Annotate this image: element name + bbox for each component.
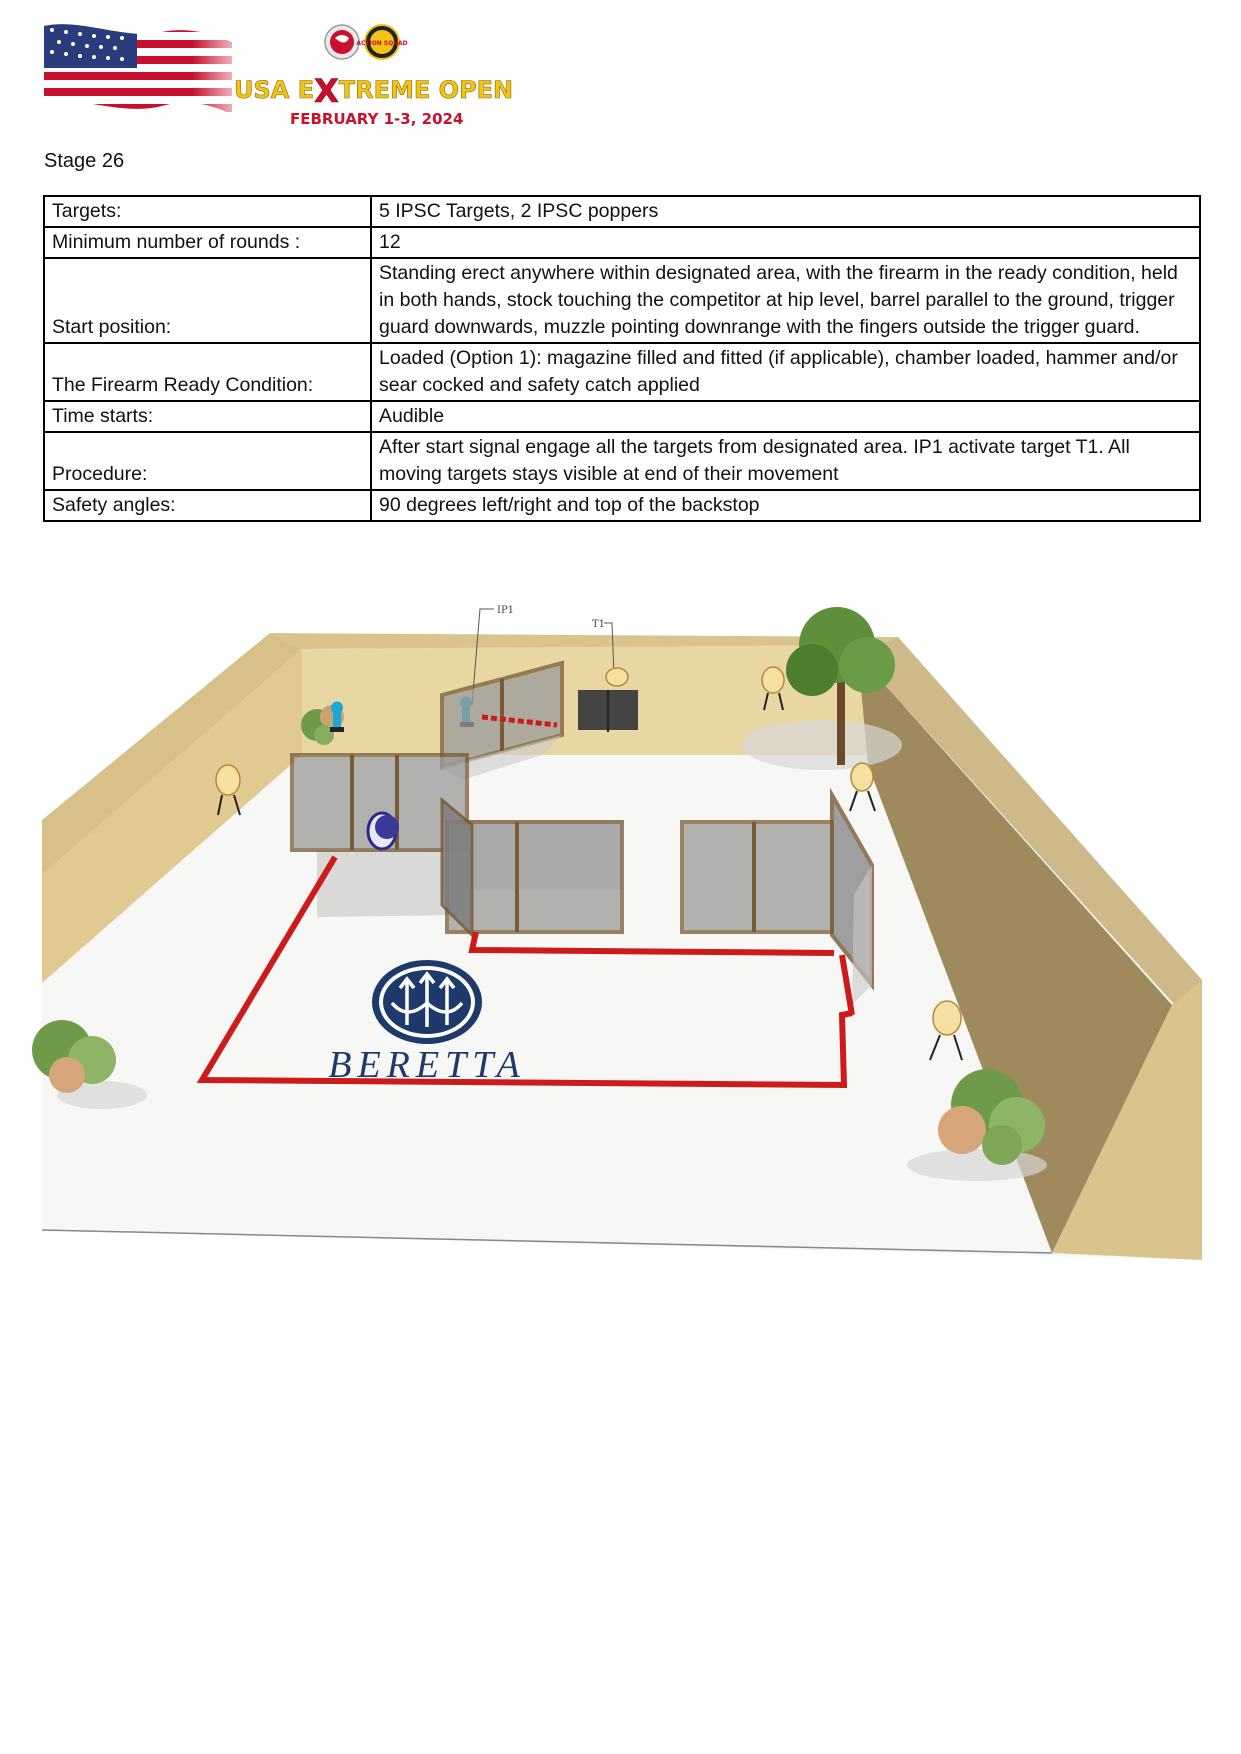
row-label: Time starts: [44, 401, 371, 432]
row-value: 90 degrees left/right and top of the backstop [371, 490, 1200, 521]
table-row [44, 432, 1200, 490]
ip1-label: IP1 [497, 605, 515, 616]
t1-label: T1 [592, 619, 606, 630]
badge-text: ACTION SQUAD [356, 40, 408, 47]
logo-dates: FEBRUARY 1-3, 2024 [290, 110, 464, 128]
usa-extreme-open-logo [42, 18, 514, 133]
table-row [44, 227, 1200, 258]
stage-diagram [42, 605, 1202, 1260]
table-row [44, 490, 1200, 521]
row-label: The Firearm Ready Condition: [44, 343, 371, 401]
table-row [44, 258, 1200, 343]
row-label: Procedure: [44, 432, 371, 490]
table-row [44, 343, 1200, 401]
row-label: Safety angles: [44, 490, 371, 521]
row-value: Standing erect anywhere within designated area, with the firearm in the ready condition, held in both hands, stock touching the competitor at hip level, barrel parallel to the ground, trigger guard downwards, muzzle pointing downrange with the fingers outside the trigger guard. [371, 258, 1200, 343]
row-value: 12 [371, 227, 1200, 258]
barricade-panel [442, 800, 622, 935]
badge-icon [325, 25, 359, 59]
row-value: Loaded (Option 1): magazine filled and fitted (if applicable), chamber loaded, hammer and/or sear cocked and safety catch applied [371, 343, 1200, 401]
row-label: Targets: [44, 196, 371, 227]
row-value: Audible [371, 401, 1200, 432]
row-label: Start position: [44, 258, 371, 343]
row-value: 5 IPSC Targets, 2 IPSC poppers [371, 196, 1200, 227]
row-label: Minimum number of rounds : [44, 227, 371, 258]
table-row [44, 401, 1200, 432]
table-row [44, 196, 1200, 227]
beretta-logo [372, 960, 482, 1044]
stage-spec-table [43, 195, 1201, 522]
row-value: After start signal engage all the targets from designated area. IP1 activate target T1. All moving targets stays visible at end of their movement [371, 432, 1200, 490]
stage-title: Stage 26 [44, 150, 125, 172]
action-squad-badge-icon [356, 25, 407, 59]
sponsor-name: BERETTA [328, 1044, 526, 1086]
logo-title: USA EXTREME OPEN [234, 72, 514, 110]
